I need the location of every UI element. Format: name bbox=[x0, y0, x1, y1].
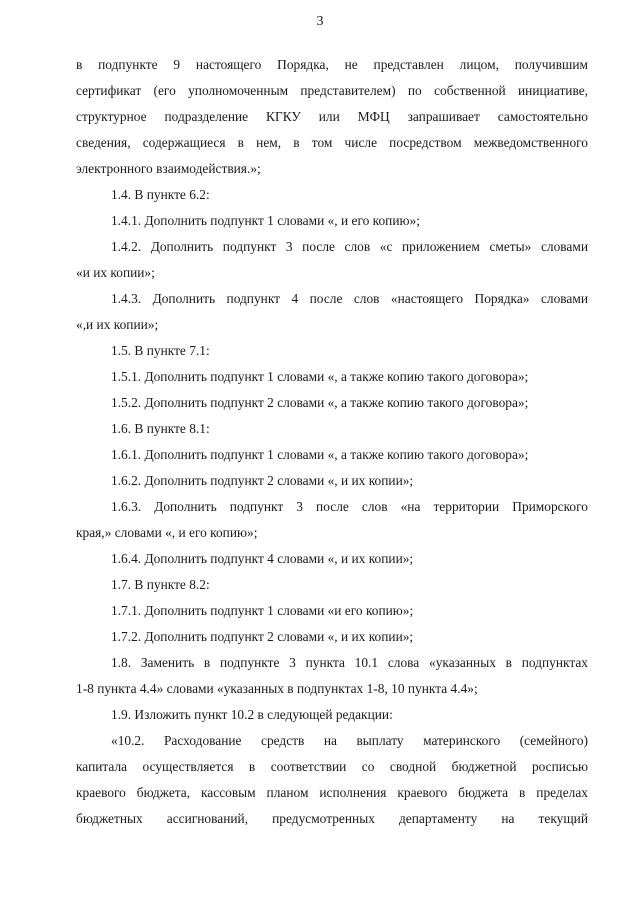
text-line: структурное подразделение КГКУ или МФЦ запрашивает самостоятельно bbox=[76, 109, 588, 124]
text-line: 1.6.2. Дополнить подпункт 2 словами «, и их копии»; bbox=[111, 473, 414, 488]
text-line: 1.6. В пункте 8.1: bbox=[111, 421, 210, 436]
text-line: 1.6.1. Дополнить подпункт 1 словами «, а также копию такого договора»; bbox=[111, 447, 529, 462]
text-line: 1.7. В пункте 8.2: bbox=[111, 577, 210, 592]
text-line: 1.5.2. Дополнить подпункт 2 словами «, а также копию такого договора»; bbox=[111, 395, 529, 410]
text-line: 1.8. Заменить в подпункте 3 пункта 10.1 слова «указанных в подпунктах bbox=[111, 655, 588, 670]
text-line: «10.2. Расходование средств на выплату материнского (семейного) bbox=[111, 733, 588, 748]
text-line: 1.4.2. Дополнить подпункт 3 после слов «с приложением сметы» словами bbox=[111, 239, 588, 254]
text-line: 1.6.3. Дополнить подпункт 3 после слов «на территории Приморского bbox=[111, 499, 588, 514]
text-line: бюджетных ассигнований, предусмотренных департаменту на текущий bbox=[76, 811, 588, 826]
text-line: края,» словами «, и его копию»; bbox=[76, 525, 258, 540]
text-line: 1.5.1. Дополнить подпункт 1 словами «, а также копию такого договора»; bbox=[111, 369, 529, 384]
text-line: 1.7.2. Дополнить подпункт 2 словами «, и их копии»; bbox=[111, 629, 414, 644]
text-line: 1.4.3. Дополнить подпункт 4 после слов «настоящего Порядка» словами bbox=[111, 291, 588, 306]
text-line: капитала осуществляется в соответствии со сводной бюджетной росписью bbox=[76, 759, 588, 774]
text-line: 1.4.1. Дополнить подпункт 1 словами «, и его копию»; bbox=[111, 213, 420, 228]
text-line: «,и их копии»; bbox=[76, 317, 159, 332]
text-line: 1-8 пункта 4.4» словами «указанных в подпунктах 1-8, 10 пункта 4.4»; bbox=[76, 681, 478, 696]
text-line: «и их копии»; bbox=[76, 265, 155, 280]
text-line: сведения, содержащиеся в нем, в том числе посредством межведомственного bbox=[76, 135, 588, 150]
text-line: краевого бюджета, кассовым планом исполнения краевого бюджета в пределах bbox=[76, 785, 588, 800]
text-line: сертификат (его уполномоченным представителем) по собственной инициативе, bbox=[76, 83, 588, 98]
text-line: электронного взаимодействия.»; bbox=[76, 161, 261, 176]
text-line: 1.5. В пункте 7.1: bbox=[111, 343, 210, 358]
page-number: 3 bbox=[316, 14, 324, 29]
text-line: в подпункте 9 настоящего Порядка, не представлен лицом, получившим bbox=[76, 57, 588, 72]
text-line: 1.6.4. Дополнить подпункт 4 словами «, и их копии»; bbox=[111, 551, 414, 566]
text-line: 1.4. В пункте 6.2: bbox=[111, 187, 210, 202]
text-line: 1.7.1. Дополнить подпункт 1 словами «и его копию»; bbox=[111, 603, 414, 618]
text-line: 1.9. Изложить пункт 10.2 в следующей редакции: bbox=[111, 707, 393, 722]
document-body bbox=[76, 52, 588, 832]
